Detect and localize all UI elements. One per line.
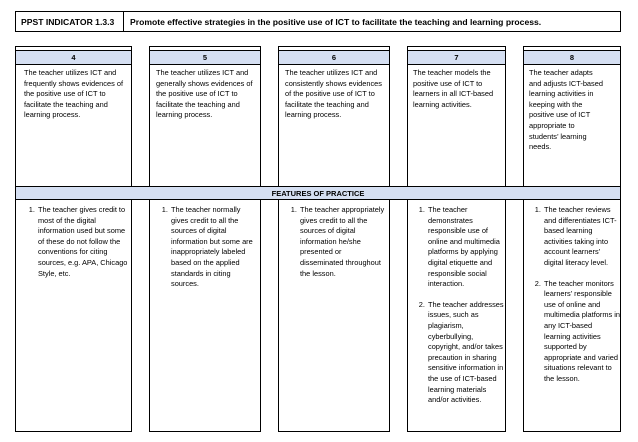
level-description-5: The teacher utilizes ICT and generally shows evidences of the positive use of ICT to facilitate the teaching and learning process. <box>156 68 253 120</box>
features-list-8 <box>528 205 620 385</box>
level-description-7: The teacher models the positive use of ICT to learners in all ICT-based learning activities. <box>413 68 494 109</box>
features-of-practice-heading: FEATURES OF PRACTICE <box>15 186 621 200</box>
indicator-code: PPST INDICATOR 1.3.3 <box>16 12 124 31</box>
indicator-title: Promote effective strategies in the positive use of ICT to facilitate the teaching and learning process. <box>130 16 542 27</box>
level-description-6: The teacher utilizes ICT and consistently shows evidences of the positive use of ICT to facilitate the teaching and learning process. <box>285 68 382 120</box>
feature-item: 1. The teacher appropriately gives credit to all the sources of digital information he/she presented or disseminated throughout the lesson. <box>299 205 386 279</box>
features-list-6 <box>284 205 386 279</box>
feature-item: 1. The teacher demonstrates responsible use of online and multimedia platforms by applying digital etiquette and responsible social interaction. <box>427 205 506 290</box>
features-list-4 <box>22 205 130 279</box>
feature-item: 2. The teacher monitors learners’ responsible use of online and multimedia platforms in any ICT-based learning activities supported by appropriate and varied situations relevant to the lesson. <box>543 279 620 385</box>
level-description-8: The teacher adapts and adjusts ICT-based learning activities in keeping with the positive use of ICT appropriate to students’ learning needs. <box>529 68 603 152</box>
level-description-4: The teacher utilizes ICT and frequently shows evidences of the positive use of ICT to facilitate the teaching and learning process. <box>24 68 124 120</box>
level-header-8: 8 <box>523 50 621 65</box>
level-header-4: 4 <box>15 50 132 65</box>
indicator-header <box>15 11 621 32</box>
feature-item: 1. The teacher gives credit to most of the digital information used but some of these do not follow the conventions for citing sources, e.g. APA, Chicago Style, etc. <box>37 205 130 279</box>
features-list-5 <box>155 205 255 290</box>
feature-item: 1. The teacher normally gives credit to all the sources of digital information but some are inappropriately labeled based on the applied standards in citing sources. <box>170 205 255 290</box>
features-list-7 <box>412 205 506 406</box>
feature-item: 1. The teacher reviews and differentiates ICT-based learning activities taking into account learners’ digital literacy level. <box>543 205 620 269</box>
feature-item: 2. The teacher addresses issues, such as plagiarism, cyberbullying, copyright, and/or takes precaution in sharing sensitive information in the use of ICT-based learning materials and/or activities. <box>427 300 506 406</box>
level-header-7: 7 <box>407 50 506 65</box>
level-header-5: 5 <box>149 50 261 65</box>
level-header-6: 6 <box>278 50 390 65</box>
